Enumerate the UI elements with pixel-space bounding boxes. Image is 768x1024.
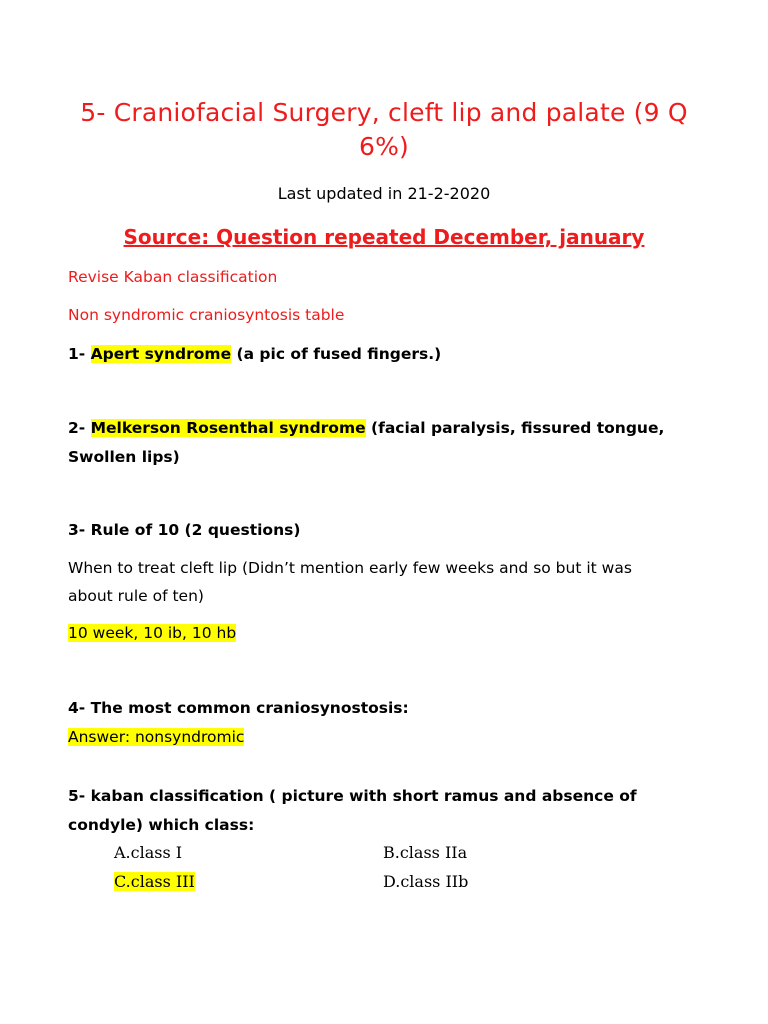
option-c <box>114 871 195 893</box>
question-1-number: 1- <box>68 345 91 363</box>
question-3-text-line-2: about rule of ten) <box>68 587 204 605</box>
title-line-1: 5- Craniofacial Surgery, cleft lip and palate (9 Q <box>80 98 688 127</box>
option-a: A.class I <box>114 843 183 862</box>
question-1 <box>68 343 441 365</box>
document-title <box>40 96 728 164</box>
question-2-highlight: Melkerson Rosenthal syndrome <box>90 419 366 437</box>
title-line-2: 6%) <box>358 132 409 161</box>
question-1-highlight: Apert syndrome <box>90 345 232 363</box>
question-2-rest: (facial paralysis, fissured tongue, <box>365 419 665 437</box>
question-4-answer <box>68 726 244 748</box>
question-4-heading: 4- The most common craniosynostosis: <box>68 699 409 717</box>
question-5-heading-line-2: condyle) which class: <box>68 816 255 834</box>
question-5-heading-line-1: 5- kaban classification ( picture with short ramus and absence of <box>68 787 637 805</box>
question-2-line-2: Swollen lips) <box>68 448 180 466</box>
question-2-number: 2- <box>68 419 91 437</box>
question-3-answer <box>68 622 236 644</box>
option-b: B.class IIa <box>383 843 468 862</box>
last-updated: Last updated in 21-2-2020 <box>277 184 491 203</box>
question-1-rest: (a pic of fused fingers.) <box>231 345 442 363</box>
note-kaban: Revise Kaban classification <box>68 268 278 286</box>
question-4-answer-highlight: Answer: nonsyndromic <box>68 728 245 746</box>
source-heading: Source: Question repeated December, january <box>123 225 645 249</box>
question-3-answer-highlight: 10 week, 10 ib, 10 hb <box>68 624 237 642</box>
note-craniosyntosis: Non syndromic craniosyntosis table <box>68 306 345 324</box>
question-3-text-line-1: When to treat cleft lip (Didn’t mention early few weeks and so but it was <box>68 559 632 577</box>
question-2 <box>68 417 664 439</box>
question-3-heading: 3- Rule of 10 (2 questions) <box>68 521 301 539</box>
option-d: D.class IIb <box>383 872 469 891</box>
option-c-highlight: C.class III <box>114 872 195 891</box>
